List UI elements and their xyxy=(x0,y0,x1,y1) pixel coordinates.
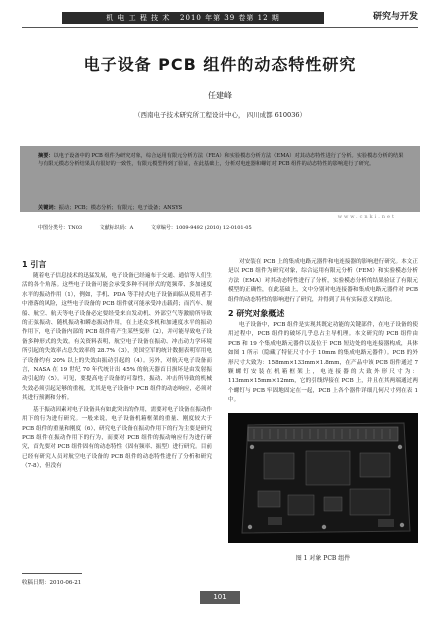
left-column xyxy=(22,258,212,474)
keywords-text: 振动；PCB；模态分析；有限元；电子设备；ANSYS xyxy=(58,205,183,211)
running-header xyxy=(0,0,440,28)
section-heading-intro: 1 引言 xyxy=(22,260,47,269)
article-number: 文章编号：1009-9492 (2010) 12-0101-05 xyxy=(150,225,252,231)
right-column xyxy=(228,258,418,408)
watermark: www.cnki.net xyxy=(337,214,396,220)
article-meta xyxy=(38,224,268,231)
journal-name: 机 电 工 程 技 术 xyxy=(106,14,171,22)
keywords-label: 关键词： xyxy=(38,205,59,211)
keywords xyxy=(38,204,406,212)
paragraph: 电子设备中，PCB 组件是实现其既定功能的关键部件，在电子设备的使用过程中，PCB 组件的破坏几乎总占主导机理。本文研究的 PCB 组件由 PCB 和 19 个集成电路元器件以及位于 PCB 短边处的电连接器构成，具体如图 1 所示（隐藏了特征尺寸小于 10mm 的集成电路元器件）。PCB 的外形尺寸大致为：158mm×133mm×1.8mm，在产品中该 PCB 组件通过 7 颗螺钉安装在机箱框架上，电连接器的大致外形尺寸为：113mm×15mm×12mm，它的引线焊接在 PCB 上，并且在其两端通过两个螺钉与 PCB 牢固地固定在一起，PCB 上各个器件详细几何尺寸列在表 1 中。 xyxy=(228,322,418,404)
header-rule xyxy=(22,27,418,28)
paragraph: 基于振动因素对电子设备具有如此突出的作用，需要对电子设备在振动作用下的行为进行研究。一般来说，电子设备机箱框架的重量、刚度较大于 PCB 组件的重量和刚度（6），研究电子设备在振动作用下的行为主要是研究 PCB 组件在振动作用下的行为，而要对 PCB 组件的振动响应行为进行研究，首先要对 PCB 组件固有的动态特性（固有频率、振型）进行研究。目前已经有研究人员对航空电子设备的 PCB 组件的动态特性进行了分析和研究（7-8），但没有 xyxy=(22,406,213,470)
paragraph: 随着电子信息技术的迅猛发展，电子设备已经遍布于交通、通信等人们生活的各个角落。这些电子设备可能会承受多种不同形式的宽频带、多加速度水平的振动作用（1），例如，手机、PDA 等手持式电子设备面临从使用者手中滑落的风险，这些电子设备的 PCB 组件就可能承受冲击载荷；而汽车、舰船、航空、航天等电子设备必定要经受来自发动机、外部空气等激励所导致的正弦振动、随机振动和瞬态振动作用，在上述众多机和加速度水平的振动作用下，电子设备内部的 PCB 组件将产生某些变形（2），并可能导致电子设备多种形式的失效。有关资料表明，航空电子设备在振动、冲击动力学环境所引起的失效率占总失效率的 28.7%（3），美国空军的统计数据表明军用电子设备约有 20% 以上的失效由振动引起的（4）。另外，对航天电子设备而言，NASA 在 19 世纪 70 年代统计出 45% 的航天器首日损坏是由发射振动引起的（5）。可见，要提高电子设备的可靠性，振动、冲击所导致的机械失效必须引起足够的重视，尤其是电子设备中 PCB 组件的动态响应，必须对其进行预测和分析。 xyxy=(22,273,213,402)
figure-caption: 图 1 对象 PCB 组件 xyxy=(295,555,351,562)
journal-issue: 2010 年第 39 卷第 12 期 xyxy=(180,14,280,22)
clc-number: 中图分类号：TN03 xyxy=(38,225,83,231)
pcb-photo-image xyxy=(228,413,418,543)
footnote-rule xyxy=(22,573,82,574)
section-heading-object: 2 研究对象概述 xyxy=(228,309,285,319)
abstract-text: 以电子设备中的 PCB 组件为研究对象，综合运用有限元分析方法（FEA）和实验模态分析方法（EMA）对其动态特性进行了分析。实验模态分析的结果与有限元模态分析结果具有很好的一致性，有限元模型得到了验证，在此基础上，分析对电连器和螺钉对 PCB 组件的动态特性的影响进行了研究。 xyxy=(38,153,404,168)
doc-code: 文献标识码：A xyxy=(99,225,134,231)
pcb-figure xyxy=(228,413,418,543)
received-date: 收稿日期：2010-06-21 xyxy=(22,580,82,586)
journal-band xyxy=(62,12,324,24)
abstract xyxy=(38,152,406,169)
paragraph: 对安装在 PCB 上的集成电路元器件和电连接器的影响进行研究。本文正是以 PCB 组件为研究对象，综合运用有限元分析（FEM）和实验模态分析方法（EMA）对其动态特性进行了分析，实验模态分析的结果验证了有限元模型的正确性，在此基础上，文中分别对电连接器和集成电路元器件对 PCB 组件的动态特性的影响进行了研究，并得到了具有实际意义的结论。 xyxy=(228,259,418,303)
author: 任建峰 xyxy=(208,91,232,100)
affiliation: （西南电子技术研究所工程设计中心， 四川成都 610036） xyxy=(134,111,306,119)
abstract-label: 摘要： xyxy=(38,153,54,159)
page-number: 101 xyxy=(200,591,240,604)
paper-title: 电子设备 PCB 组件的动态特性研究 xyxy=(83,55,357,74)
section-label: 研究与开发 xyxy=(372,12,418,22)
